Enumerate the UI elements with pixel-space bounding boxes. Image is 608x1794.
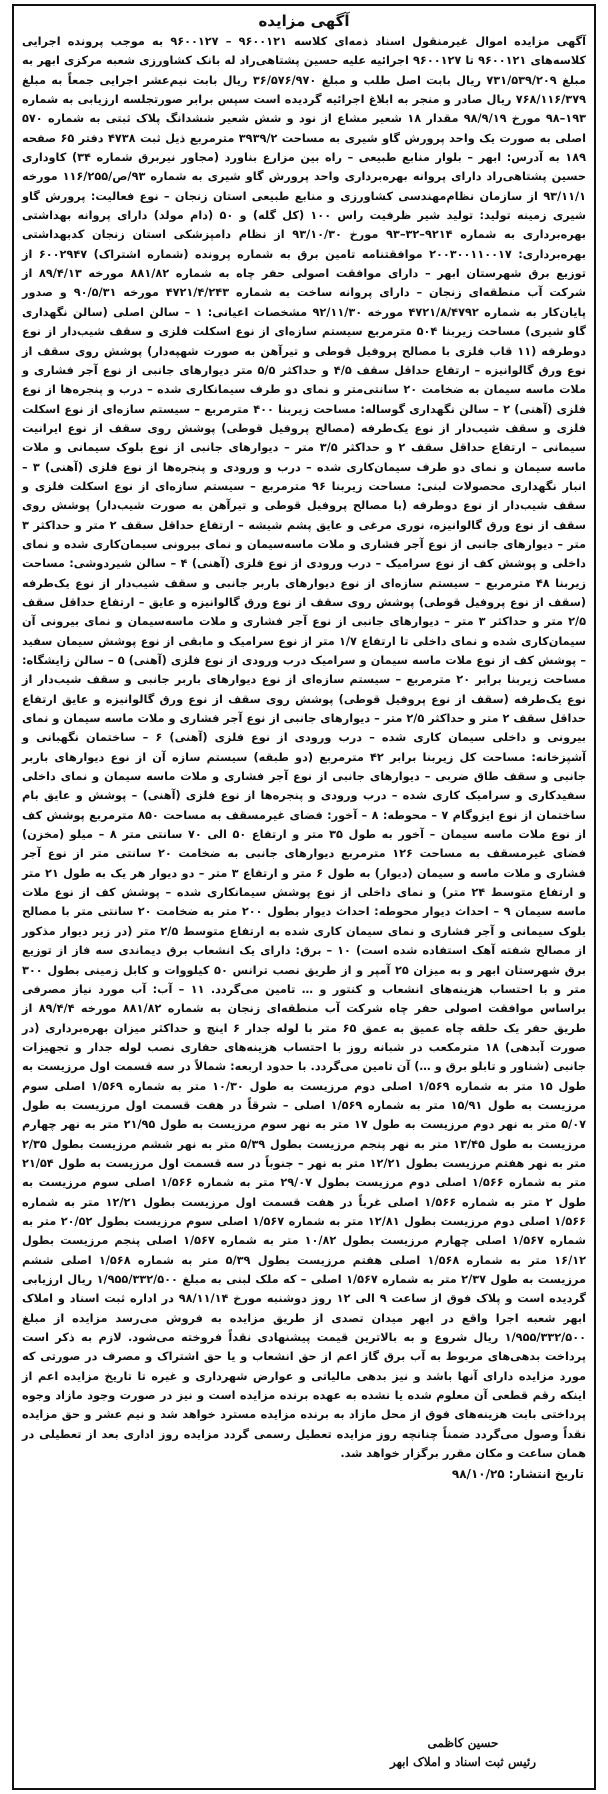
signer-title: رئیس ثبت اسناد و املاک ابهر xyxy=(390,1755,536,1769)
signature-block xyxy=(390,1734,536,1772)
publish-date: تاریخ انتشار: ۹۸/۱۰/۲۵ xyxy=(451,1467,584,1482)
signer-name: حسین کاظمی xyxy=(427,1736,499,1750)
notice-body xyxy=(14,32,594,1463)
notice-paragraph: آگهی مزایده اموال غیرمنقول اسناد ذمه‌ای کلاسه ۹۶۰۰۱۲۱ – ۹۶۰۰۱۲۷ به موجب پرونده اجرایی کلاسه‌های ۹۶۰۰۱۲۱ تا ۹۶۰۰۱۲۷ اجرائیه علیه حسین پشتاهی‌راد له بانک کشاورزی شعبه مرکزی ابهر به مبلغ ۷۳۱/۵۳۹/۲۰۹ ریال بابت اصل طلب و مبلغ ۳۶/۵۷۶/۹۷۰ ریال بابت نیم‌عشر اجرایی جمعاً به مبلغ ۷۶۸/۱۱۶/۳۷۹ ریال صادر و منجر به ابلاغ اجرائیه گردیده است سپس برابر صورتجلسه ارزیابی به شماره ۱۹۳–۹۸ مورخ ۹۸/۹/۱۹ مقدار ۱۸ شعیر مشاع از نود و شش شعیر ششدانگ پلاک ثبتی به شماره ۵۷۰ اصلی به صورت یک واحد پرورش گاو شیری به مساحت ۳۹۳۹/۲ مترمربع ذیل ثبت ۴۷۳۸ دفتر ۶۵ صفحه ۱۸۹ به آدرس: ابهر – بلوار منابع طبیعی – راه بین مزارع بناورد (مجاور نیربرق شماره ۳۴) کاوداری حسین پشتاهی‌راد دارای پروانه بهره‌برداری واحد پرورش گاو شیری به شماره ۹۳/ص/۱۱۶/۲۵۵ مورخه ۹۳/۱۱/۱ از سازمان نظام‌مهندسی کشاورزی و منابع طبیعی استان زنجان – نوع فعالیت: پرورش گاو شیری زمینه تولید: تولید شیر ظرفیت راس ۱۰۰ (کل گله) و ۵۰ (دام مولد) دارای پروانه بهداشتی بهره‌برداری به شماره ۹۲۱۴–۳۲–۹۳ مورخ ۹۳/۱۰/۳۰ از نظام دامپزشکی استان زنجان کدبهداشتی بهره‌برداری: ۲۰۰۳۰۰۱۱۰۰۱۷ موافقتنامه تامین برق به شماره پرونده (شماره اشتراک) ۶۰۰۲۹۴۷ از توزیع برق شهرستان ابهر – دارای موافقت اصولی حفر چاه به شماره ۸۸۱/۸۲ مورخه ۸۹/۴/۱۳ از شرکت آب منطقه‌ای زنجان – دارای پروانه ساخت به شماره ۴۷۲۱/۴/۲۴۳ مورخه ۹۰/۵/۳۱ و صدور پایان‌کار به شماره ۴۷۲۱/۸/۴۷۹۲ مورخه ۹۲/۱۱/۳۰ مشخصات اعیانی: ۱ – سالن اصلی (سالن نگهداری گاو شیری) مساحت زیربنا ۵۰۴ مترمربع سیستم سازه‌ای از نوع اسکلت فلزی و سقف شیب‌دار از نوع دوطرفه (۱۱ قاب فلزی با مصالح پروفیل قوطی و تیرآهن به صورت شهپه‌دار) پوشش روی سقف از نوع ورق گالوانیزه – ارتفاع حداقل سقف ۴/۵ و حداکثر ۵/۵ متر دیوارهای جانبی از نوع آجر فشاری و ملات ماسه سیمان به ضخامت ۲۰ سانتی‌متر و نمای دو طرف سیمانکاری شده – درب و پنجره‌ها از نوع فلزی (آهنی) ۲ – سالن نگهداری گوساله: مساحت زیربنا ۴۰۰ مترمربع – سیستم سازه‌ای از نوع اسکلت فلزی و سقف شیب‌دار از نوع یک‌طرفه (مصالح پروفیل قوطی) پوشش روی سقف از نوع ایرانیت سیمانی – ارتفاع حداقل سقف ۲ و حداکثر ۳/۵ متر – دیوارهای جانبی از نوع بلوک سیمانی و ملات ماسه سیمان و نمای دو طرف سیمان‌کاری شده – درب و ورودی و پنجره‌ها از نوع فلزی (آهنی) ۳ – انبار نگهداری محصولات لبنی: مساحت زیربنا ۹۶ مترمربع – سیستم سازه‌ای از نوع اسکلت فلزی و سقف شیب‌دار از نوع دوطرفه (با مصالح پروفیل قوطی و تیرآهن به صورت شیب‌دار) پوشش روی سقف از نوع ورق گالوانیزه، نوری مرغی و عایق پشم شیشه – ارتفاع حداقل سقف ۲ متر و حداکثر ۳ متر – دیوارهای جانبی از نوع آجر فشاری و ملات ماسه‌سیمان و نمای بیرونی سیمان‌کاری شده و نمای داخلی و پوشش کف از نوع سرامیک – درب ورودی از نوع فلزی (آهنی) ۴ – سالن شیردوشی: مساحت زیربنا ۴۸ مترمربع – سیستم سازه‌ای از نوع دیوارهای باربر جانبی و سقف شیب‌دار از نوع یک‌طرفه (سقف از نوع پروفیل قوطی) پوشش روی سقف از نوع ورق گالوانیزه و عایق – ارتفاع حداقل سقف ۲/۵ متر و حداکثر ۳ متر – دیوارهای جانبی از نوع آجر فشاری و ملات ماسه‌سیمان و نمای بیرونی آن سیمان‌کاری شده و نمای داخلی تا ارتفاع ۱/۷ متر از نوع سرامیک و مابقی از نوع پوشش سیمان سفید – پوشش کف از نوع ملات ماسه سیمان و سرامیک درب ورودی از نوع فلزی (آهنی) ۵ – سالن زایشگاه: مساحت زیربنا برابر ۲۰ مترمربع – سیستم سازه‌ای از نوع دیوارهای باربر جانبی و سقف شیب‌دار از نوع یک‌طرفه (سقف از نوع پروفیل قوطی) پوشش روی سقف از نوع ورق گالوانیزه و عایق ارتفاع حداقل سقف ۲ متر و حداکثر ۲/۵ متر – دیوارهای جانبی از نوع آجر فشاری و ملات ماسه سیمان و نمای بیرونی و داخلی سیمان کاری شده – درب ورودی از نوع فلزی (آهنی) ۶ – ساختمان نگهبانی و آشپزخانه: مساحت کل زیربنا برابر ۴۲ مترمربع (دو طبقه) سیستم سازه آن از نوع دیوارهای باربر جانبی و سقف طاق ضربی – دیوارهای جانبی از نوع آجر فشاری و ملات ماسه سیمان و نمای داخلی سفیدکاری و سرامیک کاری شده – درب ورودی و پنجره‌ها از نوع فلزی (آهنی) – پوشش و عایق بام ساختمان از نوع ایزوگام ۷ – محوطه: ۸ – آخور: فضای غیرمسقف به مساحت ۸۵۰ مترمربع پوشش کف از نوع ملات ماسه سیمان – آخور به طول ۳۵ متر و ارتفاع ۵۰ الی ۷۰ سانتی متر ۸ – میلو (مخزن) فضای غیرمسقف به مساحت ۱۲۶ مترمربع دیوارهای جانبی به ضخامت ۲۰ سانتی متر از نوع آجر فشاری و ملات ماسه و سیمان (دیوار) به طول ۶ متر و ارتفاع ۳ متر – دو دیوار هر یک به طول ۲۱ متر و ارتفاع متوسط ۲۴ متر) و نمای داخلی از نوع پوشش سیمانکاری شده – پوشش کف از نوع ملات ماسه سیمان ۹ – احداث دیوار محوطه: احداث دیوار بطول ۲۰۰ متر به ضخامت ۲۰ سانتی متر با مصالح بلوک سیمانی و آجر فشاری و نمای سیمان کاری شده به ارتفاع متوسط ۲/۵ متر (در زیر دیوار مذکور از مصالح شفته آهک استفاده شده است) ۱۰ – برق: دارای یک انشعاب برق دیماندی سه فاز از توزیع برق شهرستان ابهر و به میزان ۲۵ آمپر و از طریق نصب ترانس ۵۰ کیلووات و کابل زمینی بطول ۳۰۰ متر و با احتساب هزینه‌های انشعاب و کنتور و … تامین می‌گردد. ۱۱ – آب: آب مورد نیاز مصرفی براساس موافقت اصولی حفر چاه شرکت آب منطقه‌ای زنجان به شماره ۸۸۱/۸۲ مورخه ۸۹/۴/۴ از طریق حفر یک حلقه چاه عمیق به عمق ۶۵ متر با لوله جدار ۶ اینچ و حداکثر میزان بهره‌برداری (در صورت آبدهی) ۱۸ مترمکعب در شبانه روز با احتساب هزینه‌های حفاری نصب لوله جدار و تجهیزات جانبی (شناور و تابلو برق و …) آن تامین می‌گردد. با حدود اربعه: شمالاً در سه قسمت اول مرزیست به طول ۱۵ متر به شماره ۱/۵۶۹ اصلی دوم مرزیست به طول ۱۰/۳۰ متر به شماره ۱/۵۶۹ اصلی سوم مرزیست به طول ۱۵/۹۱ متر به شماره ۱/۵۶۹ اصلی – شرقاً در هفت قسمت اول مرزیست به طول ۵/۰۷ متر به نهر دوم مرزیست به طول ۱۷ متر به نهر سوم مرزیست به طول ۲۱/۹۵ متر به نهر چهارم مرزیست به طول ۱۳/۴۵ متر به نهر پنجم مرزیست بطول ۵/۳۹ متر به نهر ششم مرزیست بطول ۲/۳۵ متر به نهر هفتم مرزیست بطول ۱۲/۲۱ متر به نهر – جنوباً در سه قسمت اول مرزیست به طول ۲۱/۵۴ متر به شماره ۱/۵۶۶ اصلی دوم مرزیست بطول ۲۹/۰۷ متر به شماره ۱/۵۶۶ اصلی سوم مرزیست به طول ۲ متر به شماره ۱/۵۶۶ اصلی غرباً در هفت قسمت اول مرزیست بطول ۱۲/۲۱ متر به شماره ۱/۵۶۶ اصلی دوم مرزیست بطول ۱۲/۸۱ متر به شماره ۱/۵۶۷ اصلی سوم مرزیست بطول ۲۰/۵۲ متر به شماره ۱/۵۶۷ اصلی چهارم مرزیست بطول ۱۰/۸۲ متر به شماره ۱/۵۶۷ اصلی پنجم مرزیست بطول ۱۶/۱۲ متر به شماره ۱/۵۶۸ اصلی هفتم مرزیست بطول ۵/۳۹ متر به شماره ۱/۵۶۸ اصلی ششم مرزیست به طول ۲/۳۷ متر به شماره ۱/۵۶۷ اصلی – که ملک لبنی به مبلغ ۱/۹۵۵/۳۳۲/۵۰۰ ریال ارزیابی گردیده است و پلاک فوق از ساعت ۹ الی ۱۲ روز دوشنبه مورخ ۹۸/۱۱/۱۴ در اداره ثبت اسناد و املاک ابهر شعبه اجرا واقع در ابهر میدان تصدی از طریق مزایده به فروش می‌رسد مزایده از مبلغ ۱/۹۵۵/۳۳۲/۵۰۰ ریال شروع و به بالاترین قیمت پیشنهادی نقداً فروخته می‌شود. لازم به ذکر است پرداخت بدهی‌های مربوط به آب برق گاز اعم از حق انشعاب و یا حق اشتراک و مصرف در صورتی که مورد مزایده دارای آنها باشد و نیز بدهی مالیاتی و عوارض شهرداری و غیره تا تاریخ مزایده اعم از اینکه رقم قطعی آن معلوم شده یا نشده به عهده برنده مزایده است و نیز در صورت وجود مازاد وجوه پرداختی بابت هزینه‌های فوق از محل مازاد به برنده مزایده مسترد خواهد شد و نیم عشر و حق مزایده نقداً وصول می‌گردد ضمناً چنانچه روز مزایده تعطیل رسمی گردد مزایده روز اداری بعد از تعطیلی در همان ساعت و مکان مقرر برگزار خواهد شد. xyxy=(22,35,587,1461)
notice-page xyxy=(12,4,596,1790)
notice-title: آگهی مزایده xyxy=(258,12,350,30)
